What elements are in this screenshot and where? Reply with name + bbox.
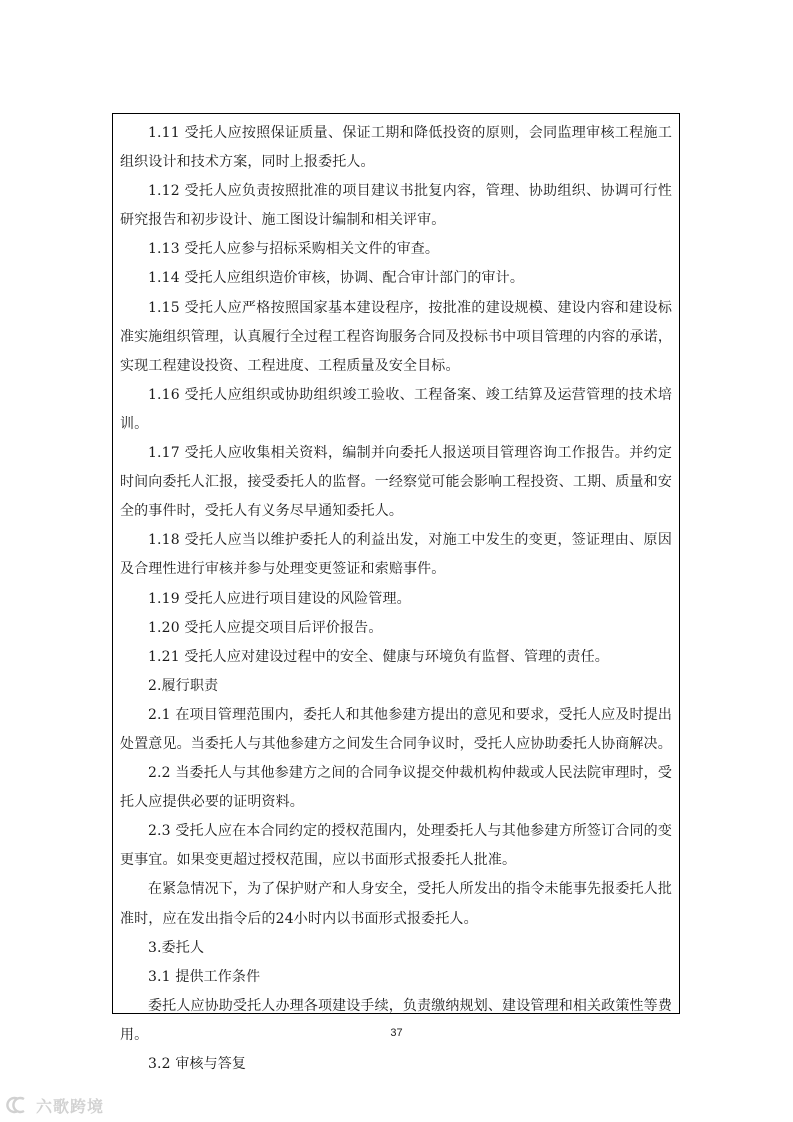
paragraph: 1.13 受托人应参与招标采购相关文件的审查。 (148, 241, 440, 258)
paragraph: 2.1 在项目管理范围内，委托人和其他参建方提出的意见和要求，受托人应及时提出处置意见。当委托人与其他参建方之间发生合同争议时，受托人应协助委托人协商解决。 (120, 706, 672, 752)
paragraph: 1.15 受托人应严格按照国家基本建设程序，按批准的建设规模、建设内容和建设标准实施组织管理，认真履行全过程工程咨询服务合同及投标书中项目管理的内容的承诺，实现工程建设投资、工程进度、工程质量及安全目标。 (120, 299, 672, 374)
paragraph: 1.20 受托人应提交项目后评价报告。 (148, 619, 383, 636)
paragraph: 1.12 受托人应负责按照批准的项目建议书批复内容，管理、协助组织、协调可行性研究报告和初步设计、施工图设计编制和相关评审。 (120, 183, 672, 229)
page-number: 37 (390, 1027, 403, 1039)
watermark-text: 六歌跨境 (36, 1096, 105, 1116)
paragraph: 2.2 当委托人与其他参建方之间的合同争议提交仲裁机构仲裁或人民法院审理时，受托人应提供必要的证明资料。 (120, 765, 672, 811)
watermark-logo-icon (8, 1096, 32, 1114)
section-heading: 3.委托人 (148, 939, 205, 956)
paragraph: 1.21 受托人应对建设过程中的安全、健康与环境负有监督、管理的责任。 (148, 648, 609, 665)
paragraph: 1.17 受托人应收集相关资料，编制并向委托人报送项目管理咨询工作报告。并约定时间向委托人汇报，接受委托人的监督。一经察觉可能会影响工程投资、工期、质量和安全的事件时，受托人有义务尽早通知委托人。 (120, 445, 672, 520)
subsection-heading: 3.1 提供工作条件 (148, 968, 261, 985)
paragraph: 1.11 受托人应按照保证质量、保证工期和降低投资的原则，会同监理审核工程施工组织设计和技术方案，同时上报委托人。 (120, 125, 672, 171)
paragraph: 1.18 受托人应当以维护委托人的利益出发，对施工中发生的变更，签证理由、原因及合理性进行审核并参与处理变更签证和索赔事件。 (120, 532, 672, 578)
paragraph: 委托人应协助受托人办理各项建设手续，负责缴纳规划、建设管理和相关政策性等费用。 (120, 997, 672, 1043)
watermark (8, 1094, 104, 1116)
subsection-heading: 3.2 审核与答复 (148, 1056, 247, 1072)
paragraph: 1.16 受托人应组织或协助组织竣工验收、工程备案、竣工结算及运营管理的技术培训。 (120, 386, 672, 432)
paragraph: 1.14 受托人应组织造价审核，协调、配合审计部门的审计。 (148, 270, 524, 287)
paragraph: 2.3 受托人应在本合同约定的授权范围内，处理委托人与其他参建方所签订合同的变更事宜。如果变更超过授权范围，应以书面形式报委托人批准。 (120, 823, 672, 869)
paragraph: 1.19 受托人应进行项目建设的风险管理。 (148, 590, 411, 607)
section-heading: 2.履行职责 (148, 677, 219, 694)
paragraph: 在紧急情况下，为了保护财产和人身安全，受托人所发出的指令未能事先报委托人批准时，应在发出指令后的24小时内以书面形式报委托人。 (120, 881, 672, 927)
